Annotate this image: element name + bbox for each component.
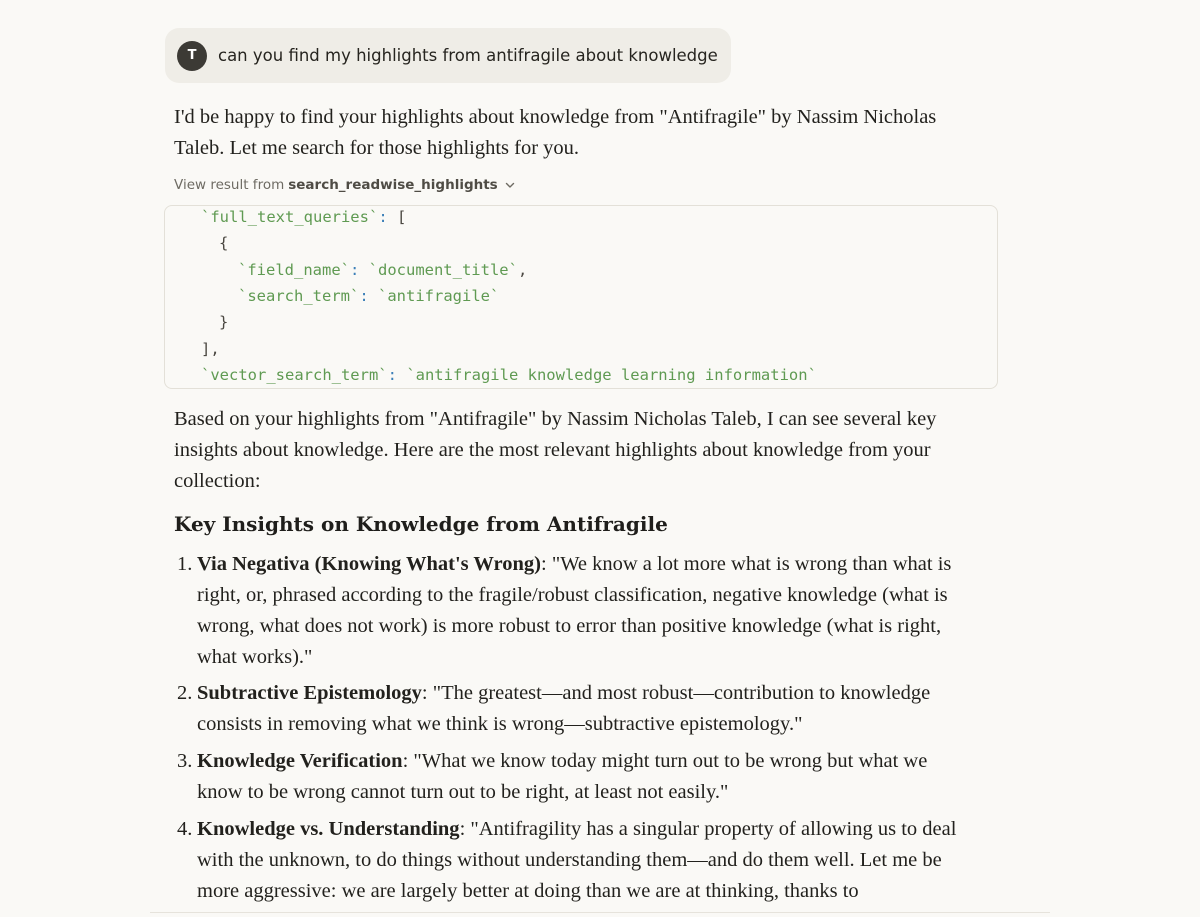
list-item-text: : "The greatest—and most robust—contribution to knowledge consists in removing what we think is wrong—subtractive epistemology." xyxy=(197,682,931,735)
code-value: `document_title` xyxy=(368,261,518,279)
code-colon: : xyxy=(359,287,378,305)
code-punctuation: [ xyxy=(396,208,407,226)
list-item xyxy=(174,746,974,808)
code-punctuation: { xyxy=(219,234,229,252)
code-punctuation: } xyxy=(219,313,229,331)
section-heading: Key Insights on Knowledge from Antifragile xyxy=(174,512,668,536)
list-item-number: 2. xyxy=(177,682,193,704)
code-colon: : xyxy=(378,208,397,226)
user-message-text: can you find my highlights from antifragile about knowledge xyxy=(218,46,718,65)
code-line-open-brace xyxy=(219,234,228,252)
code-colon: : xyxy=(349,261,369,279)
list-item-term: Subtractive Epistemology xyxy=(197,682,422,704)
list-item-term: Via Negativa (Knowing What's Wrong) xyxy=(197,553,541,575)
list-item-number: 4. xyxy=(177,818,193,840)
code-line-vector-search xyxy=(201,366,817,384)
user-message-bubble xyxy=(165,28,731,83)
list-item-term: Knowledge vs. Understanding xyxy=(197,818,460,840)
list-item-text: : "What we know today might turn out to be wrong but what we know to be wrong cannot turn out to be right, at least not easily." xyxy=(197,750,928,803)
tool-result-toggle[interactable] xyxy=(174,177,516,193)
composer-edge xyxy=(150,912,1050,917)
tool-result-prefix: View result from xyxy=(174,177,285,193)
code-value: `antifragile knowledge learning information` xyxy=(406,366,817,384)
list-item-number: 1. xyxy=(177,553,193,575)
code-punctuation: , xyxy=(517,261,528,279)
tool-code-block xyxy=(164,205,998,389)
code-punctuation: ], xyxy=(201,340,220,358)
code-colon: : xyxy=(387,366,407,384)
list-item-term: Knowledge Verification xyxy=(197,750,403,772)
code-line-close-brace xyxy=(219,313,228,331)
code-key: `field_name` xyxy=(238,261,350,279)
user-avatar: T xyxy=(177,41,207,71)
code-line-field-name xyxy=(238,261,527,279)
code-value: `antifragile` xyxy=(378,287,500,305)
code-line-search-term xyxy=(238,287,499,305)
list-item-number: 3. xyxy=(177,750,193,772)
code-key: `full_text_queries` xyxy=(201,208,379,226)
list-item xyxy=(174,549,974,673)
assistant-intro-text: I'd be happy to find your highlights about knowledge from "Antifragile" by Nassim Nicholas Taleb. Let me search for those highlights for you. xyxy=(174,106,937,159)
list-item-text: : "Antifragility has a singular property of allowing us to deal with the unknown, to do things without understanding them—and do them well. Let me be more aggressive: we are largely better at doing than we are at thinking, thanks to xyxy=(197,818,957,902)
chevron-down-icon xyxy=(504,179,516,191)
assistant-summary-text: Based on your highlights from "Antifragile" by Nassim Nicholas Taleb, I can see several key insights about knowledge. Here are the most relevant highlights about knowledge from your collection: xyxy=(174,408,937,492)
list-item xyxy=(174,814,974,914)
tool-name: search_readwise_highlights xyxy=(288,177,498,193)
code-line-queries xyxy=(201,208,406,226)
code-key: `vector_search_term` xyxy=(201,366,388,384)
list-item-text: : "We know a lot more what is wrong than what is right, or, phrased according to the fragile/robust classification, negative knowledge (what is wrong, what does not work) is more robust to error than positive knowledge (what is right, what works)." xyxy=(197,553,952,668)
code-line-close-bracket xyxy=(201,340,220,358)
list-item xyxy=(174,678,974,740)
code-key: `search_term` xyxy=(238,287,360,305)
